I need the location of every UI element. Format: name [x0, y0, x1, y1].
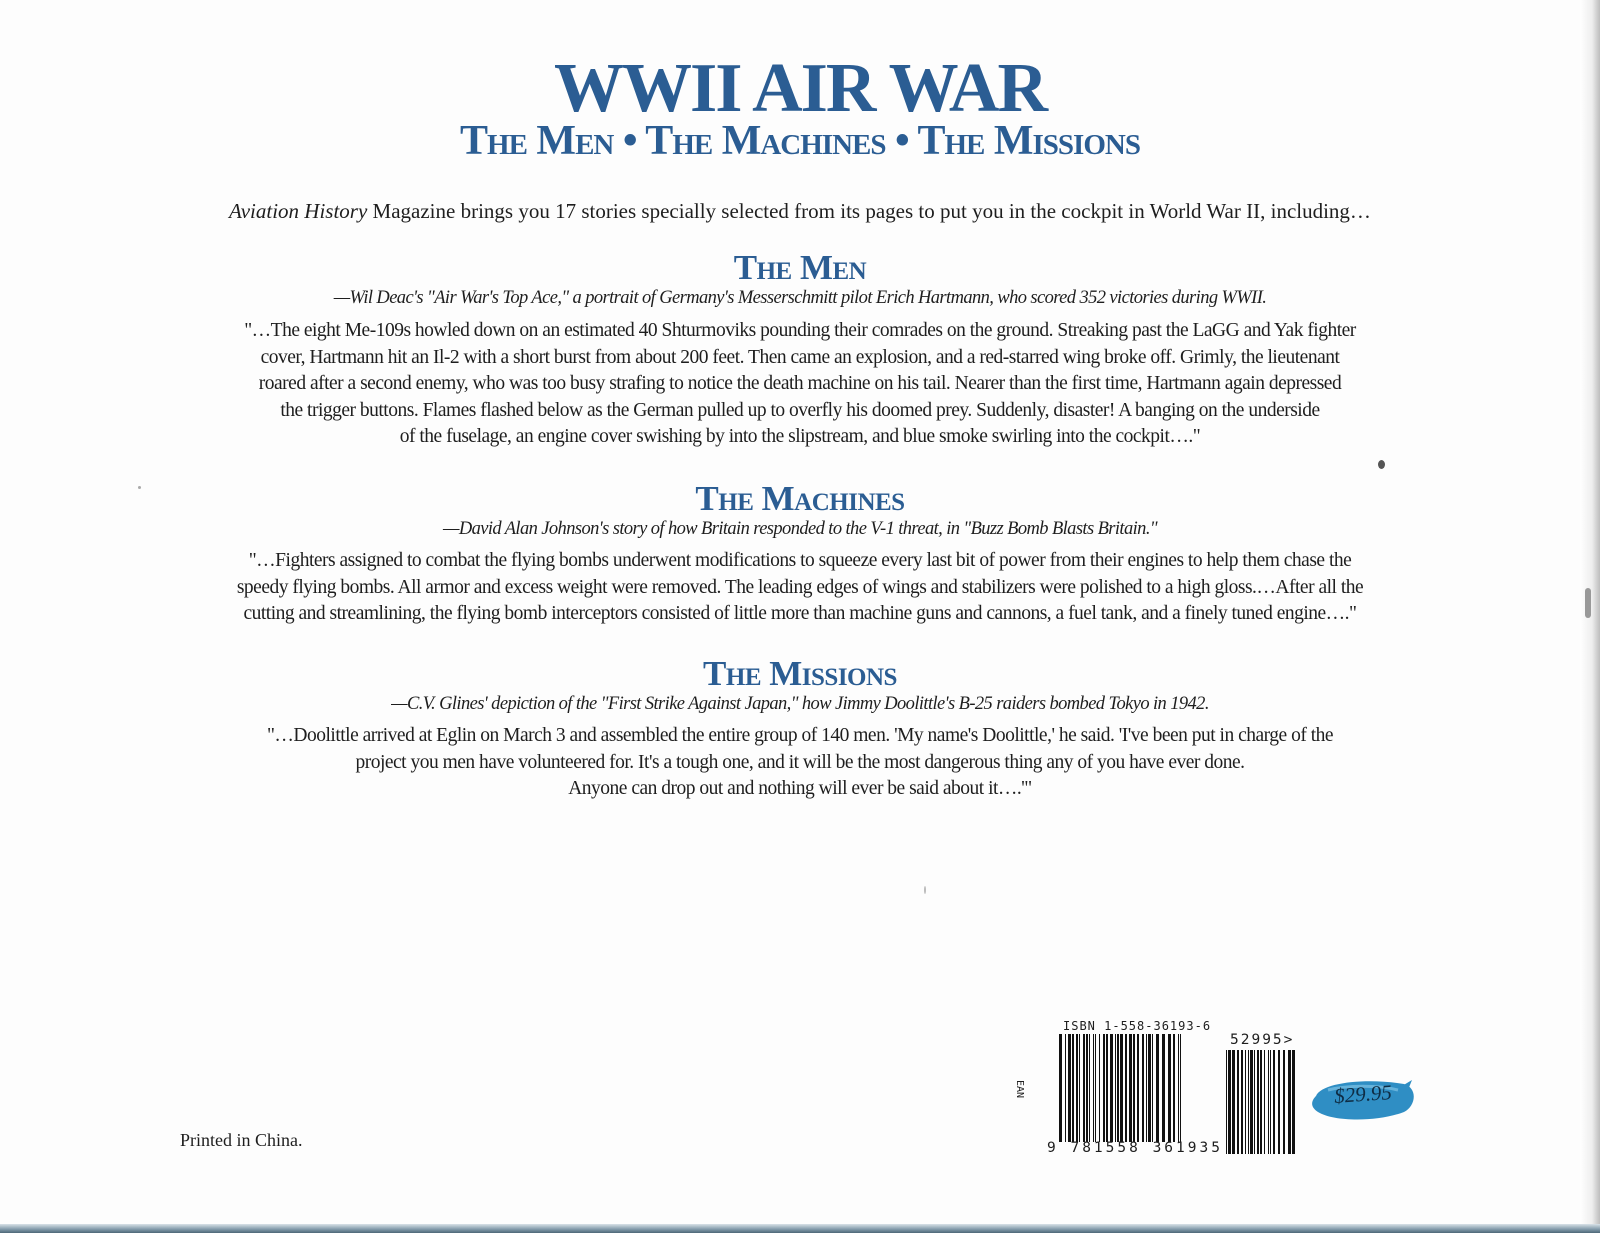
barcode-bar — [1278, 1050, 1280, 1154]
section-heading-men: The Men — [733, 248, 867, 287]
barcode-bar — [1142, 1034, 1144, 1142]
barcode-bar — [1137, 1034, 1139, 1142]
barcode-bar — [1254, 1050, 1255, 1154]
quote-line: Anyone can drop out and nothing will ever be said about it….'" — [568, 778, 1032, 799]
barcode-bar — [1156, 1034, 1159, 1142]
barcode-bar — [1146, 1034, 1147, 1142]
section-credit-men: —Wil Deac's "Air War's Top Ace," a portrait of Germany's Messerschmitt pilot Erich Hartmann, who scored 352 victories during WWII. — [333, 288, 1267, 308]
scan-speck — [1378, 460, 1385, 469]
scan-speck — [138, 486, 141, 489]
barcode-bar — [1232, 1050, 1235, 1154]
barcode-bar — [1068, 1034, 1071, 1142]
barcode-bar — [1152, 1034, 1153, 1142]
barcode-bar — [1103, 1034, 1105, 1142]
quote-line: "…Fighters assigned to combat the flying bombs underwent modifications to squeeze every last bit of power from their engines to help them chase the — [248, 550, 1352, 571]
section-heading-machines: The Machines — [695, 479, 905, 518]
quote-line: speedy flying bombs. All armor and excess weight were removed. The leading edges of wings and stabilizers were polished to a high gloss.…After all the — [236, 576, 1364, 598]
barcode-bar — [1129, 1034, 1132, 1142]
barcode-bar — [1178, 1034, 1179, 1142]
section-heading-missions: The Missions — [703, 654, 897, 693]
book-subtitle: The Men • The Machines • The Missions — [460, 118, 1140, 164]
addon-digits: 52995> — [1230, 1032, 1295, 1048]
book-title: WWII AIR WAR — [553, 50, 1047, 127]
barcode-bar — [1110, 1034, 1113, 1142]
quote-line: project you men have volunteered for. It's a tough one, and it will be the most dangerous thing any of you have ever done. — [355, 751, 1245, 773]
barcode-bar — [1059, 1034, 1062, 1142]
isbn-label: ISBN 1-558-36193-6 — [1063, 1019, 1212, 1033]
barcode-bar — [1083, 1034, 1085, 1142]
price-addon-barcode — [1226, 1050, 1298, 1154]
barcode-bar — [1241, 1050, 1243, 1154]
barcode-bar — [1148, 1034, 1151, 1142]
barcode-bar — [1079, 1034, 1080, 1142]
barcode-bar — [1245, 1050, 1246, 1154]
barcode-bar — [1270, 1050, 1271, 1154]
intro-paragraph — [0, 198, 1600, 225]
printed-in-note: Printed in China. — [180, 1130, 303, 1150]
barcode-bar — [1120, 1034, 1123, 1142]
barcode-bar — [1065, 1034, 1066, 1142]
barcode-bar — [1133, 1034, 1135, 1142]
barcode-bar — [1095, 1034, 1096, 1142]
barcode-bar — [1268, 1050, 1269, 1154]
barcode-bar — [1106, 1034, 1108, 1142]
barcode-bar — [1093, 1034, 1094, 1142]
quote-line: of the fuselage, an engine cover swishing by into the slipstream, and blue smoke swirling into the cockpit…." — [399, 426, 1201, 447]
section-quote-men — [0, 318, 1600, 451]
barcode-bar — [1288, 1050, 1291, 1154]
section-credit-machines: —David Alan Johnson's story of how Britain responded to the V-1 threat, in "Buzz Bomb Blasts Britain." — [442, 519, 1158, 539]
quote-line: cutting and streamlining, the flying bomb interceptors consisted of little more than machine guns and cannons, a fuel tank, and a finely tuned engine…." — [243, 603, 1357, 624]
barcode-bar — [1076, 1034, 1078, 1142]
quote-line: "…The eight Me-109s howled down on an estimated 40 Shturmoviks pounding their comrades on the ground. Streaking past the LaGG and Yak fighter — [244, 320, 1356, 341]
barcode-bar — [1072, 1034, 1074, 1142]
quote-line: cover, Hartmann hit an Il-2 with a short burst from about 200 feet. Then came an explosion, and a red-starred wing broke off. Grimly, the lieutenant — [260, 346, 1340, 368]
section-quote-machines — [0, 548, 1600, 628]
barcode-bar — [1173, 1034, 1175, 1142]
price-label: $29.95 — [1333, 1080, 1393, 1108]
quote-line: "…Doolittle arrived at Eglin on March 3 and assembled the entire group of 140 men. 'My name's Doolittle,' he said. 'I've been put in charge of the — [266, 725, 1334, 746]
barcode-digits: 9 781558 361935 — [1047, 1140, 1223, 1156]
barcode-bar — [1264, 1050, 1265, 1154]
barcode-bar — [1115, 1034, 1116, 1142]
barcode-bar — [1180, 1034, 1181, 1142]
barcode-bar — [1168, 1034, 1171, 1142]
barcode-bar — [1228, 1050, 1231, 1154]
barcode-bar — [1260, 1050, 1262, 1154]
intro-text: Magazine brings you 17 stories specially selected from its pages to put you in the cockpit in World War II, including… — [367, 199, 1371, 223]
barcode-bar — [1250, 1050, 1253, 1154]
scan-speck — [924, 886, 926, 894]
barcode-bar — [1089, 1034, 1090, 1142]
barcode-bar — [1125, 1034, 1127, 1142]
barcode-bar — [1273, 1050, 1275, 1154]
barcode-bar — [1257, 1050, 1259, 1154]
section-credit-missions: —C.V. Glines' depiction of the "First Strike Against Japan," how Jimmy Doolittle's B-25 raiders bombed Tokyo in 1942. — [391, 694, 1209, 714]
barcode-bar — [1283, 1050, 1285, 1154]
barcode-bar — [1086, 1034, 1088, 1142]
ean-barcode — [1059, 1034, 1183, 1142]
quote-line: the trigger buttons. Flames flashed below as the German pulled up to overfly his doomed prey. Suddenly, disaster! A banging on the underside — [280, 399, 1320, 421]
barcode-bar — [1292, 1050, 1295, 1154]
quote-line: roared after a second enemy, who was too busy strafing to notice the death machine on his tail. Nearer than the first time, Hartmann again depressed — [258, 373, 1342, 394]
barcode-bar — [1099, 1034, 1100, 1142]
cover-bottom-edge — [0, 1224, 1600, 1233]
barcode-bar — [1162, 1034, 1165, 1142]
barcode-bar — [1248, 1050, 1249, 1154]
barcode-bar — [1237, 1050, 1239, 1154]
barcode-bar — [1117, 1034, 1119, 1142]
section-quote-missions — [0, 723, 1600, 803]
ean-label: EAN — [1014, 1080, 1025, 1099]
barcode-bar — [1226, 1050, 1227, 1154]
publication-name: Aviation History — [229, 199, 368, 223]
scan-speck — [1585, 588, 1591, 618]
